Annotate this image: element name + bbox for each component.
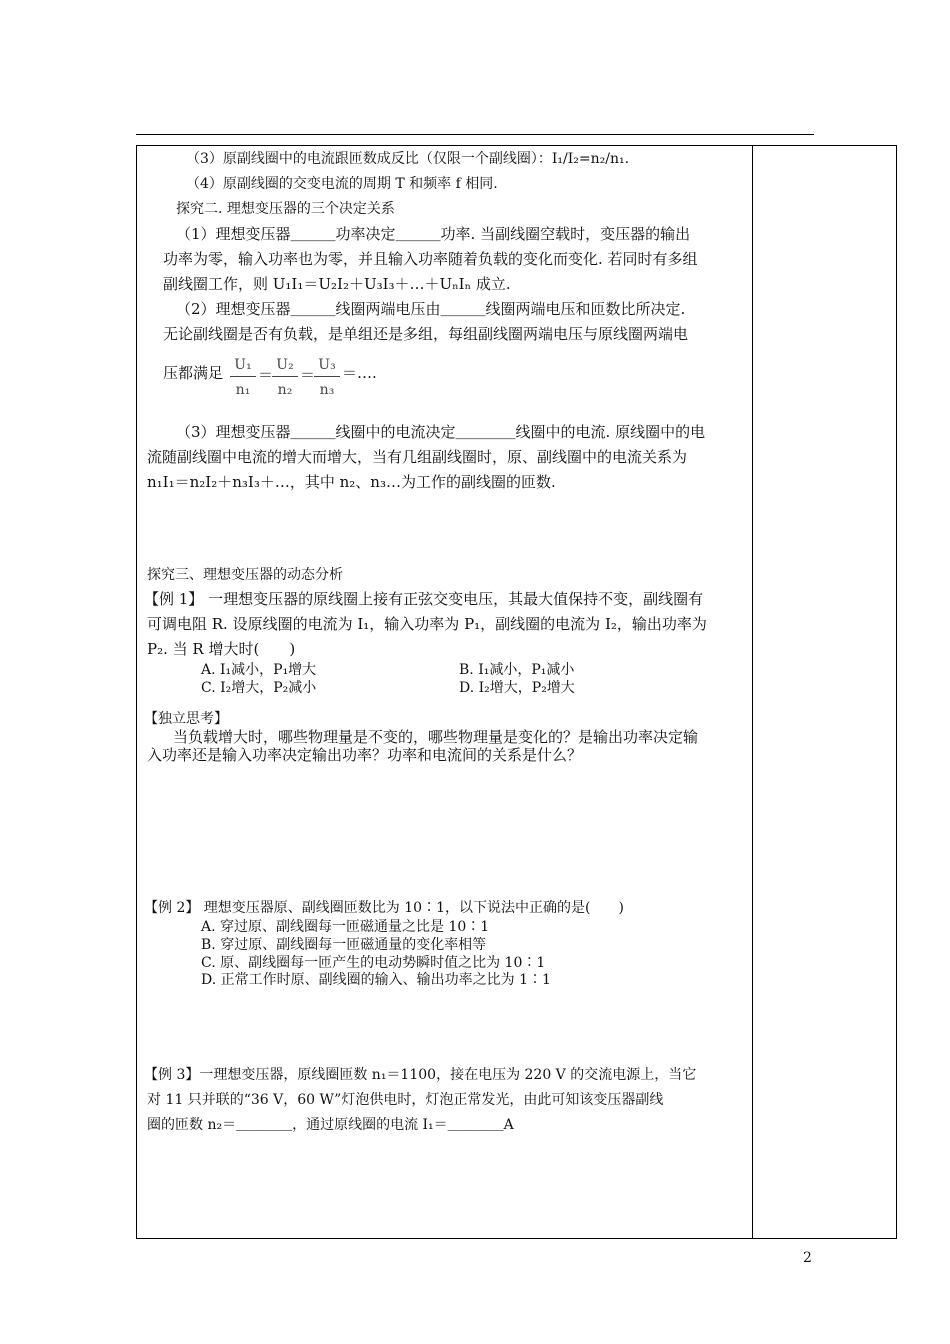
fraction — [230, 356, 256, 399]
section-heading: 探究三、理想变压器的动态分析 — [147, 567, 343, 583]
text-line: 无论副线圈是否有负载，是单组还是多组，每组副线圈两端电压与原线圈两端电 — [163, 325, 689, 343]
text-line: 可调电阻 R. 设原线圈的电流为 I₁，输入功率为 P₁，副线圈的电流为 I₂，输出功率为 — [147, 615, 707, 633]
option-a: A. I₁减小，P₁增大 — [201, 662, 317, 678]
fraction-numerator: U₃ — [318, 357, 336, 373]
option-c: C. 原、副线圈每一匝产生的电动势瞬时值之比为 10∶1 — [201, 955, 546, 971]
fraction-bar — [230, 376, 256, 377]
fraction-numerator: U₂ — [276, 357, 294, 373]
option-b: B. 穿过原、副线圈每一匝磁通量的变化率相等 — [201, 937, 487, 953]
fraction — [272, 356, 298, 399]
text-line: 圈的匝数 n₂＝＿＿＿＿，通过原线圈的电流 I₁＝＿＿＿＿A — [147, 1117, 514, 1133]
text-line: （4）原副线圈的交变电流的周期 T 和频率 f 相同. — [186, 176, 498, 192]
text-line: ＝…. — [342, 364, 377, 382]
section-heading: 【独立思考】 — [144, 711, 228, 727]
header-rule — [136, 134, 814, 135]
text-line: P₂. 当 R 增大时( ) — [147, 640, 296, 658]
table-column-divider — [752, 145, 753, 1239]
question-heading: 【例 2】 理想变压器原、副线圈匝数比为 10∶1，以下说法中正确的是( ) — [144, 900, 624, 916]
fraction-bar — [314, 376, 340, 377]
fraction-denominator: n₂ — [277, 382, 293, 398]
text-line: 功率为零，输入功率也为零，并且输入功率随着负载的变化而变化. 若同时有多组 — [163, 250, 698, 268]
fraction-denominator: n₃ — [319, 382, 335, 398]
option-d: D. 正常工作时原、副线圈的输入、输出功率之比为 1∶1 — [201, 972, 551, 988]
fraction-bar — [272, 376, 298, 377]
text-line: 【例 1】 一理想变压器的原线圈上接有正弦交变电压，其最大值保持不变，副线圈有 — [144, 590, 704, 608]
question-heading: 【例 3】一理想变压器，原线圈匝数 n₁＝1100，接在电压为 220 V 的交流电源上，当它 — [144, 1067, 697, 1083]
text-line: 流随副线圈中电流的增大而增大，当有几组副线圈时，原、副线圈中的电流关系为 — [147, 448, 688, 466]
text-line: （1）理想变压器＿＿＿功率决定＿＿＿功率. 当副线圈空载时，变压器的输出 — [176, 225, 691, 243]
text-line: 入功率还是输入功率决定输出功率？功率和电流间的关系是什么？ — [147, 746, 583, 764]
fraction-denominator: n₁ — [235, 382, 251, 398]
text-line: 对 11 只并联的“36 V，60 W”灯泡供电时，灯泡正常发光，由此可知该变压器副线 — [147, 1092, 664, 1108]
option-a: A. 穿过原、副线圈每一匝磁通量之比是 10∶1 — [201, 919, 490, 935]
text-line: （2）理想变压器＿＿＿线圈两端电压由＿＿＿线圈两端电压和匝数比所决定. — [176, 300, 686, 318]
text-line: （3）理想变压器＿＿＿线圈中的电流决定＿＿＿＿线圈中的电流. 原线圈中的电 — [176, 423, 706, 441]
page-number: 2 — [803, 1250, 812, 1266]
fraction-numerator: U₁ — [234, 357, 252, 373]
option-d: D. I₂增大，P₂增大 — [459, 680, 575, 696]
fraction — [314, 356, 340, 399]
section-heading: 探究二. 理想变压器的三个决定关系 — [176, 201, 395, 217]
text-line: 压都满足 — [163, 364, 224, 382]
equals-sign: ＝ — [258, 366, 274, 384]
option-c: C. I₂增大，P₂减小 — [201, 680, 317, 696]
text-line: 当负载增大时，哪些物理量是不变的，哪些物理量是变化的？是输出功率决定输 — [173, 728, 699, 746]
text-line: 副线圈工作，则 U₁I₁＝U₂I₂＋U₃I₃＋…＋UₙIₙ 成立. — [163, 275, 511, 293]
text-line: （3）原副线圈中的电流跟匝数成反比（仅限一个副线圈）：I₁/I₂=n₂/n₁. — [186, 151, 630, 167]
equals-sign: ＝ — [300, 366, 316, 384]
option-b: B. I₁减小，P₁减小 — [459, 662, 575, 678]
text-line: n₁I₁＝n₂I₂＋n₃I₃＋…，其中 n₂、n₃…为工作的副线圈的匝数. — [147, 473, 556, 491]
